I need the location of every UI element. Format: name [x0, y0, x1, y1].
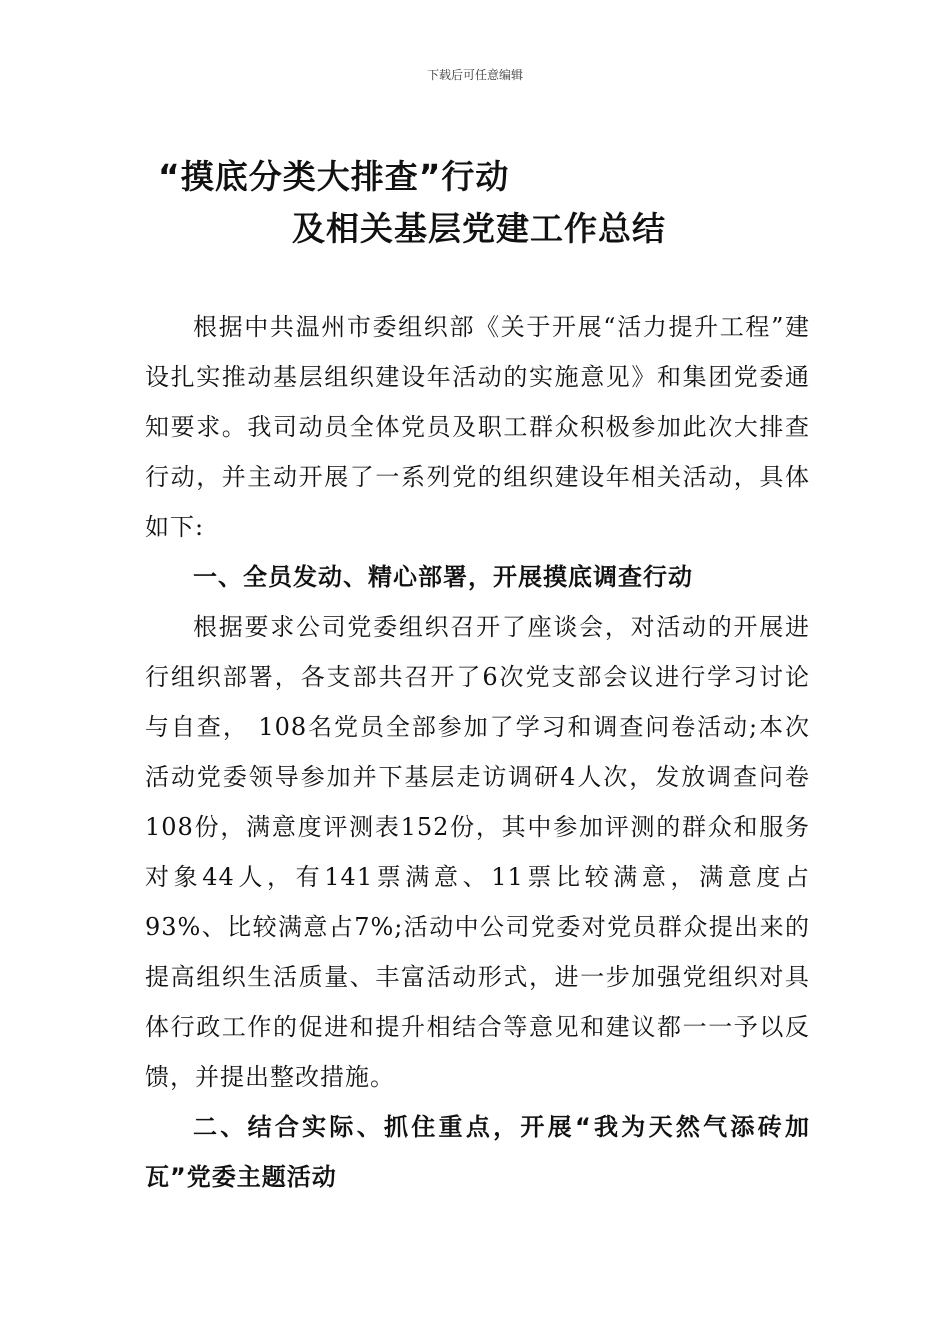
header-note: 下载后可任意编辑	[426, 68, 523, 82]
section-heading-2: 二、结合实际、抓住重点，开展“我为天然气添砖加瓦”党委主题活动	[145, 1113, 810, 1191]
document-title-line-2: 及相关基层党建工作总结	[292, 209, 666, 248]
paragraph-section-1: 根据要求公司党委组织召开了座谈会，对活动的开展进行组织部署，各支部共召开了6次党支部会议进行学习讨论与自查， 108名党员全部参加了学习和调查问卷活动;本次活动党委领导参加并下基层走访调研4人次，发放调查问卷108份，满意度评测表152份，其中参加评测的群众和服务对象44人，有141票满意、11票比较满意，满意度占93%、比较满意占7%;活动中公司党委对党员群众提出来的提高组织生活质量、丰富活动形式，进一步加强党组织对具体行政工作的促进和提升相结合等意见和建议都一一予以反馈，并提出整改措施。	[145, 613, 810, 1091]
document-body	[145, 302, 810, 1202]
document-title-line-1: “摸底分类大排查”行动	[158, 157, 510, 196]
section-heading-1: 一、全员发动、精心部署，开展摸底调查行动	[193, 563, 693, 591]
paragraph-intro: 根据中共温州市委组织部《关于开展“活力提升工程”建设扎实推动基层组织建设年活动的实施意见》和集团党委通知要求。我司动员全体党员及职工群众积极参加此次大排查行动，并主动开展了一系列党的组织建设年相关活动，具体如下:	[145, 313, 810, 541]
